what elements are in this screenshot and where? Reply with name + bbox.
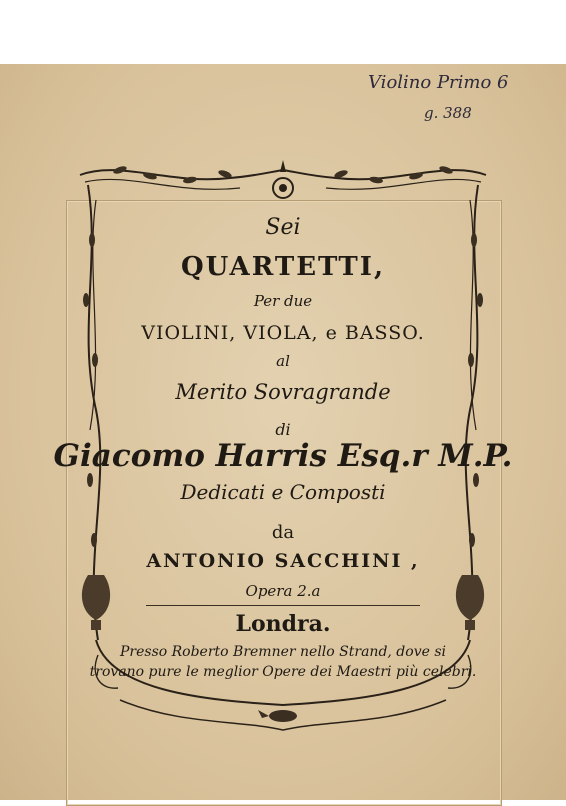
publisher-line-2: trovano pure le meglior Opere dei Maestri più celebri. — [89, 664, 477, 680]
per-due-text: Per due — [253, 292, 313, 310]
merito-text: Merito Sovragrande — [175, 380, 391, 404]
rosette-ornament-icon — [273, 160, 293, 198]
dedicati-text: Dedicati e Composti — [180, 480, 386, 504]
city-text: Londra. — [235, 611, 331, 637]
di-text: di — [275, 420, 291, 439]
da-text: da — [271, 522, 295, 543]
bird-ornament-icon — [258, 710, 297, 722]
title-quartetti: QUARTETTI, — [181, 252, 385, 282]
al-text: al — [276, 352, 290, 370]
instrumentation-text: VIOLINI, VIOLA, e BASSO. — [141, 322, 425, 344]
composer-name: ANTONIO SACCHINI , — [146, 550, 420, 572]
divider-rule — [146, 605, 420, 606]
handwritten-shelfmark: g. 388 — [424, 104, 472, 122]
title-sei: Sei — [265, 215, 301, 240]
opus-number: Opera 2.a — [245, 582, 321, 600]
dedicatee-name: Giacomo Harris Esq.r M.P. — [53, 438, 513, 474]
publisher-line-1: Presso Roberto Bremner nello Strand, dove si — [119, 644, 446, 660]
handwritten-part-note: Violino Primo 6 — [368, 72, 509, 93]
